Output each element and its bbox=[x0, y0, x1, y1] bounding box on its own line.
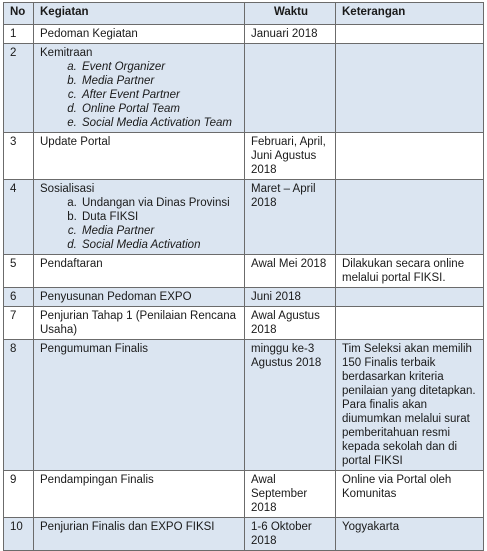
cell-keterangan bbox=[336, 307, 484, 340]
cell-waktu: Februari, April, Juni Agustus 2018 bbox=[245, 133, 336, 180]
cell-no: 4 bbox=[4, 180, 34, 255]
list-item: b. Duta FIKSI bbox=[80, 210, 240, 224]
table-row bbox=[4, 180, 484, 255]
cell-kegiatan: Update Portal bbox=[34, 133, 245, 180]
cell-waktu: Juni 2018 bbox=[245, 288, 336, 307]
cell-no: 5 bbox=[4, 255, 34, 288]
cell-no: 9 bbox=[4, 471, 34, 518]
cell-no: 2 bbox=[4, 44, 34, 133]
cell-waktu: minggu ke-3 Agustus 2018 bbox=[245, 340, 336, 471]
cell-kegiatan: Pengumuman Finalis bbox=[34, 340, 245, 471]
list-item: c. After Event Partner bbox=[80, 88, 240, 102]
cell-keterangan bbox=[336, 25, 484, 44]
cell-kegiatan: Penjurian Finalis dan EXPO FIKSI bbox=[34, 518, 245, 551]
cell-no: 10 bbox=[4, 518, 34, 551]
table-row bbox=[4, 44, 484, 133]
table-row bbox=[4, 25, 484, 44]
table-row bbox=[4, 471, 484, 518]
cell-keterangan: Dilakukan secara online melalui portal FIKSI. bbox=[336, 255, 484, 288]
cell-keterangan: Tim Seleksi akan memilih 150 Finalis terbaik berdasarkan kriteria penilaian yang ditetapkan. Para finalis akan diumumkan melalui surat pemberitahuan resmi kepada sekolah dan di portal FIKSI bbox=[336, 340, 484, 471]
cell-no: 6 bbox=[4, 288, 34, 307]
kegiatan-title: Kemitraan bbox=[40, 47, 93, 59]
table-row bbox=[4, 255, 484, 288]
list-item: e. Social Media Activation Team bbox=[80, 116, 240, 130]
cell-waktu: Maret – April 2018 bbox=[245, 180, 336, 255]
table-row bbox=[4, 133, 484, 180]
table-row bbox=[4, 288, 484, 307]
cell-kegiatan: Pendaftaran bbox=[34, 255, 245, 288]
cell-kegiatan: Pedoman Kegiatan bbox=[34, 25, 245, 44]
list-item: a. Event Organizer bbox=[80, 60, 240, 74]
cell-kegiatan: Penjurian Tahap 1 (Penilaian Rencana Usaha) bbox=[34, 307, 245, 340]
cell-kegiatan: Penyusunan Pedoman EXPO bbox=[34, 288, 245, 307]
cell-waktu bbox=[245, 44, 336, 133]
cell-keterangan: Online via Portal oleh Komunitas bbox=[336, 471, 484, 518]
header-keterangan: Keterangan bbox=[336, 3, 484, 25]
cell-waktu: 1-6 Oktober 2018 bbox=[245, 518, 336, 551]
list-item: d. Social Media Activation bbox=[80, 238, 240, 252]
cell-no: 3 bbox=[4, 133, 34, 180]
cell-no: 1 bbox=[4, 25, 34, 44]
list-item: b. Media Partner bbox=[80, 74, 240, 88]
cell-waktu: Awal Agustus 2018 bbox=[245, 307, 336, 340]
cell-waktu: Awal September 2018 bbox=[245, 471, 336, 518]
cell-kegiatan: Pendampingan Finalis bbox=[34, 471, 245, 518]
cell-waktu: Januari 2018 bbox=[245, 25, 336, 44]
list-item: c. Media Partner bbox=[80, 224, 240, 238]
header-waktu: Waktu bbox=[245, 3, 336, 25]
kegiatan-title: Sosialisasi bbox=[40, 183, 95, 195]
table-row bbox=[4, 340, 484, 471]
cell-keterangan: Yogyakarta bbox=[336, 518, 484, 551]
cell-no: 7 bbox=[4, 307, 34, 340]
list-item: d. Online Portal Team bbox=[80, 102, 240, 116]
cell-keterangan bbox=[336, 180, 484, 255]
cell-keterangan bbox=[336, 44, 484, 133]
header-no: No bbox=[4, 3, 34, 25]
cell-kegiatan bbox=[34, 44, 245, 133]
schedule-table bbox=[3, 2, 484, 551]
cell-waktu: Awal Mei 2018 bbox=[245, 255, 336, 288]
table-row bbox=[4, 307, 484, 340]
header-kegiatan: Kegiatan bbox=[34, 3, 245, 25]
cell-kegiatan bbox=[34, 180, 245, 255]
list-item: a. Undangan via Dinas Provinsi bbox=[80, 196, 240, 210]
header-row bbox=[4, 3, 484, 25]
sub-list bbox=[40, 196, 240, 252]
cell-no: 8 bbox=[4, 340, 34, 471]
cell-keterangan bbox=[336, 288, 484, 307]
cell-keterangan bbox=[336, 133, 484, 180]
sub-list bbox=[40, 60, 240, 130]
